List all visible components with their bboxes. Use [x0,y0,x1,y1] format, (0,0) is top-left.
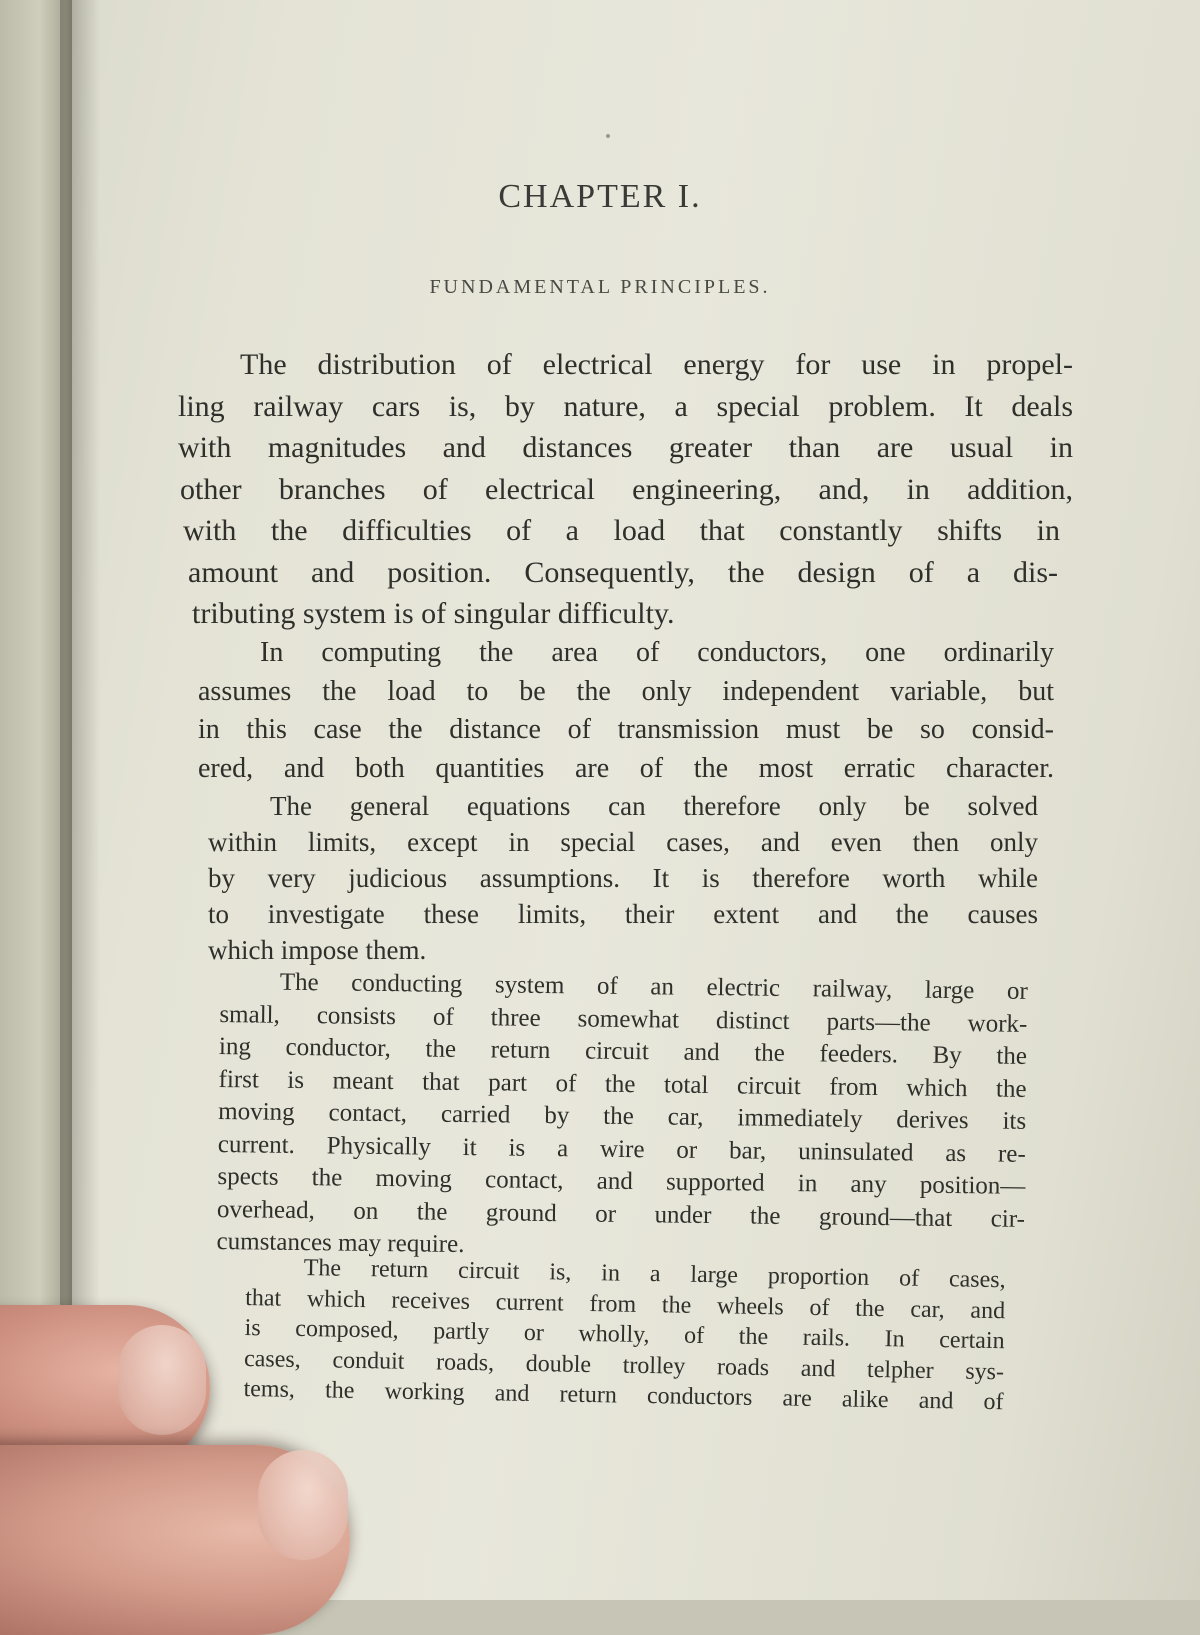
text-line: moving contact, carried by the car, immediately derives its [218,1097,1027,1135]
text-line: cumstances may require. [216,1227,465,1259]
text-line: with magnitudes and distances greater than are usual in [178,431,1073,464]
text-line: ered, and both quantities are of the most erratic character. [198,752,1054,784]
text-line: current. Physically it is a wire or bar, uninsulated as re- [217,1130,1026,1168]
chapter-title: CHAPTER I. [498,178,702,215]
text-line: In computing the area of conductors, one ordinarily [260,637,1054,668]
thumbnail-nail [118,1325,206,1435]
text-line: is composed, partly or wholly, of the rails. In certain [244,1314,1005,1355]
text-line: small, consists of three somewhat distinct parts—the work- [219,1000,1028,1038]
text-line: first is meant that part of the total circuit from which the [218,1065,1027,1103]
text-line: to investigate these limits, their extent and the causes [208,899,1038,929]
text-line: The return circuit is, in a large proportion of cases, [303,1255,1006,1294]
text-line: ling railway cars is, by nature, a special problem. It deals [178,389,1073,423]
text-line: in this case the distance of transmission must be so consid- [198,714,1054,745]
text-line: tributing system is of singular difficulty. [192,597,675,630]
text-line: by very judicious assumptions. It is therefore worth while [208,863,1038,893]
text-line: The conducting system of an electric railway, large or [279,968,1028,1005]
text-line: spects the moving contact, and supported in any position— [217,1162,1026,1200]
chapter-subtitle: FUNDAMENTAL PRINCIPLES. [429,276,771,298]
text-line: which impose them. [208,935,427,965]
text-line: assumes the load to be the only independent variable, but [198,675,1054,707]
text-line: ing conductor, the return circuit and the feeders. By the [218,1032,1028,1070]
text-line: amount and position. Consequently, the design of a dis- [188,555,1058,589]
finger-nail [258,1450,348,1560]
text-line: The general equations can therefore only be solved [270,791,1038,821]
paragraph-1 [180,344,1073,635]
paragraph-2 [198,634,1054,788]
text-line: overhead, on the ground or under the ground—that cir- [216,1195,1026,1233]
text-line: within limits, except in special cases, and even then only [208,827,1038,857]
paragraph-3 [208,788,1038,968]
paragraph-4 [216,966,1028,1268]
text-line: with the difficulties of a load that constantly shifts in [183,514,1060,547]
text-line: cases, conduit roads, double trolley roads and telpher sys- [243,1345,1005,1385]
text-line: other branches of electrical engineering, and, in addition, [180,472,1073,506]
text-line: The distribution of electrical energy for use in propel- [240,348,1073,381]
text-line: tems, the working and return conductors are alike and of [243,1375,1004,1416]
text-line: that which receives current from the wheels of the car, and [244,1284,1006,1324]
paper-speck [606,134,610,138]
paragraph-5 [243,1252,1006,1418]
